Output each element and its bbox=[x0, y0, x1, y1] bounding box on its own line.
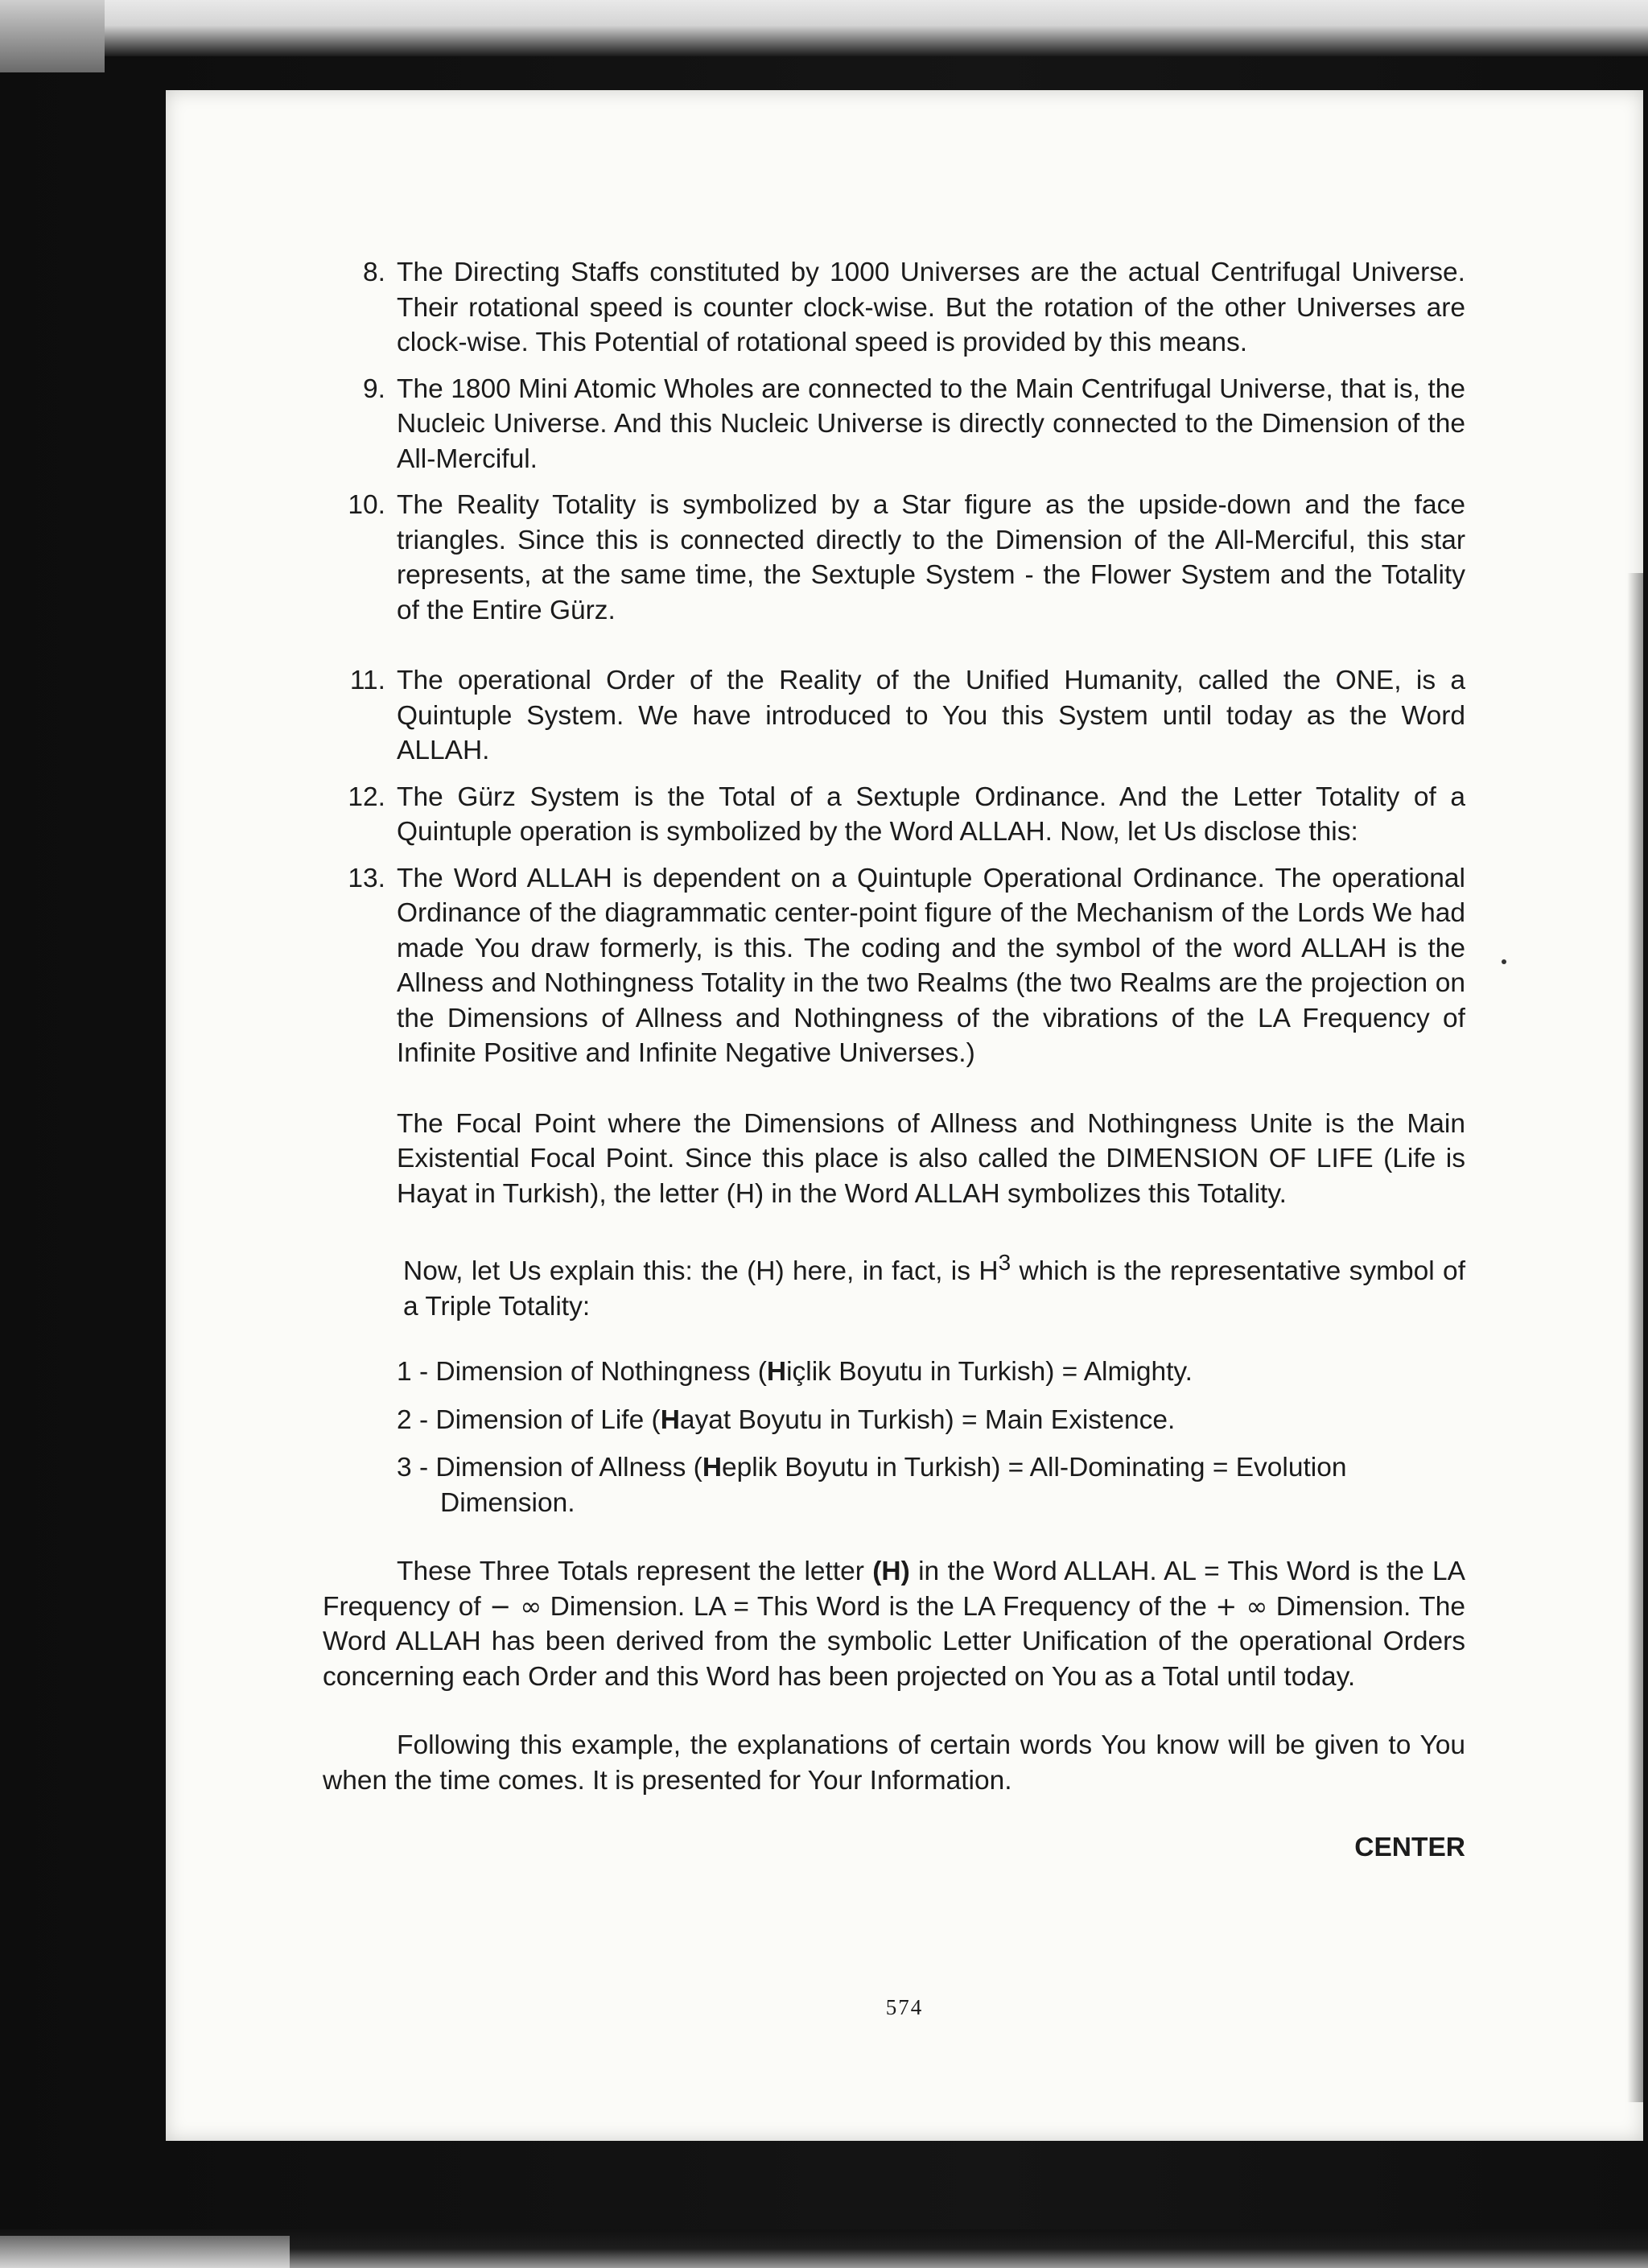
item-number: 11. bbox=[349, 666, 385, 695]
dimension-rest: eplik Boyutu in Turkish) = All-Dominating = Evolution Dimension. bbox=[440, 1453, 1347, 1518]
item-number: 10. bbox=[348, 490, 385, 520]
item-text: The Gürz System is the Total of a Sextuple Ordinance. And the Letter Totality of a Quintuple operation is symbolized by the Word ALLAH. Now, let Us disclose this: bbox=[397, 781, 1465, 847]
explain-paragraph bbox=[323, 1245, 1465, 1324]
document-page bbox=[166, 90, 1643, 2141]
item-text: The Word ALLAH is dependent on a Quintuple Operational Ordinance. The operational Ordinance of the diagrammatic center-point figure of the Mechanism of the Lords We had made You draw formerly, is this. The coding and the symbol of the word ALLAH is the Allness and Nothingness Totality in the two Realms (the two Realms are the projection on the Dimensions of Allness and Nothingness of the vibrations of the LA Frequency of Infinite Positive and Infinite Negative Universes.) bbox=[397, 863, 1465, 1068]
totals-paragraph bbox=[323, 1554, 1465, 1694]
dimensions-list bbox=[323, 1355, 1465, 1520]
item-text: The 1800 Mini Atomic Wholes are connected to the Main Centrifugal Universe, that is, the Nucleic Universe. And this Nucleic Universe is directly connected to the Dimension of the All-Merciful. bbox=[397, 373, 1465, 474]
list-item-8 bbox=[323, 255, 1465, 361]
dimension-item-3 bbox=[397, 1450, 1465, 1520]
dimension-rest: içlik Boyutu in Turkish) = Almighty. bbox=[786, 1357, 1193, 1388]
superscript-three: 3 bbox=[998, 1250, 1011, 1275]
dimension-bold-letter: H bbox=[766, 1357, 787, 1388]
totals-bold-h: (H) bbox=[872, 1557, 910, 1587]
dimension-item-2 bbox=[397, 1403, 1465, 1438]
item-number: 13. bbox=[348, 863, 385, 893]
signature: CENTER bbox=[1354, 1833, 1465, 1863]
item-number: 8. bbox=[363, 258, 385, 287]
dimension-prefix: 2 - Dimension of Life ( bbox=[397, 1404, 661, 1435]
scan-top-edge bbox=[0, 0, 1648, 56]
dimension-bold-letter: H bbox=[660, 1404, 680, 1435]
page-body bbox=[323, 255, 1465, 1866]
dimension-prefix: 1 - Dimension of Nothingness ( bbox=[397, 1357, 767, 1388]
item-text: The Reality Totality is symbolized by a Star figure as the upside-down and the face triangles. Since this is connected directly to the Dimension of the All-Merciful, this star represents, at the same time, the Sextuple System - the Flower System and the Totality of the Entire Gürz. bbox=[397, 490, 1465, 625]
dimension-bold-letter: H bbox=[702, 1453, 723, 1483]
list-item-11 bbox=[323, 663, 1465, 769]
totals-text-2: in the Word ALLAH. AL = This Word is the LA Frequency of bbox=[323, 1557, 1465, 1622]
list-item-10 bbox=[323, 488, 1465, 628]
dimension-item-1 bbox=[397, 1355, 1465, 1390]
stray-mark bbox=[1502, 959, 1506, 964]
item-number: 12. bbox=[348, 781, 385, 812]
list-item-13 bbox=[323, 861, 1465, 1071]
closing-paragraph: Following this example, the explanations of certain words You know will be given to You when the time comes. It is presented for Your Information. bbox=[323, 1730, 1465, 1796]
scan-left-corner bbox=[0, 0, 105, 72]
page-crease-shadow bbox=[1627, 573, 1643, 2102]
explain-text-start: Now, let Us explain this: the (H) here, in fact, is H bbox=[403, 1256, 999, 1287]
list-item-9 bbox=[323, 372, 1465, 477]
scan-bottom-left-corner bbox=[0, 2236, 290, 2268]
focal-point-paragraph: The Focal Point where the Dimensions of Allness and Nothingness Unite is the Main Existential Focal Point. Since this place is also called the DIMENSION OF LIFE (Life is Hayat in Turkish), the letter (H) in the Word ALLAH symbolizes this Totality. bbox=[397, 1108, 1465, 1209]
totals-text-4: Dimension. The Word ALLAH has been derived from the symbolic Letter Unification of the operational Orders concerning each Order and this Word has been projected on You as a Total until today. bbox=[323, 1591, 1466, 1692]
item-text: The operational Order of the Reality of the Unified Humanity, called the ONE, is a Quintuple System. We have introduced to You this System until today as the Word ALLAH. bbox=[397, 666, 1465, 765]
totals-text-3: Dimension. LA = This Word is the LA Frequency of the bbox=[542, 1591, 1216, 1622]
item-number: 9. bbox=[363, 373, 385, 404]
dimension-rest: ayat Boyutu in Turkish) = Main Existence. bbox=[679, 1404, 1176, 1435]
item-text: The Directing Staffs constituted by 1000 Universes are the actual Centrifugal Universe. Their rotational speed is counter clock-wise. But the rotation of the other Universes are clock-wise. This Potential of rotational speed is provided by this means. bbox=[397, 258, 1465, 357]
page-number: 574 bbox=[885, 1995, 924, 2019]
plus-infinity-symbol: + ∞ bbox=[1215, 1590, 1268, 1622]
totals-text-1: These Three Totals represent the letter bbox=[397, 1557, 873, 1587]
list-item-12 bbox=[323, 780, 1465, 850]
dimension-prefix: 3 - Dimension of Allness ( bbox=[397, 1453, 702, 1483]
minus-infinity-symbol: − ∞ bbox=[489, 1590, 542, 1622]
explain-text-end: which is the representative symbol of a Triple Totality: bbox=[403, 1256, 1465, 1322]
